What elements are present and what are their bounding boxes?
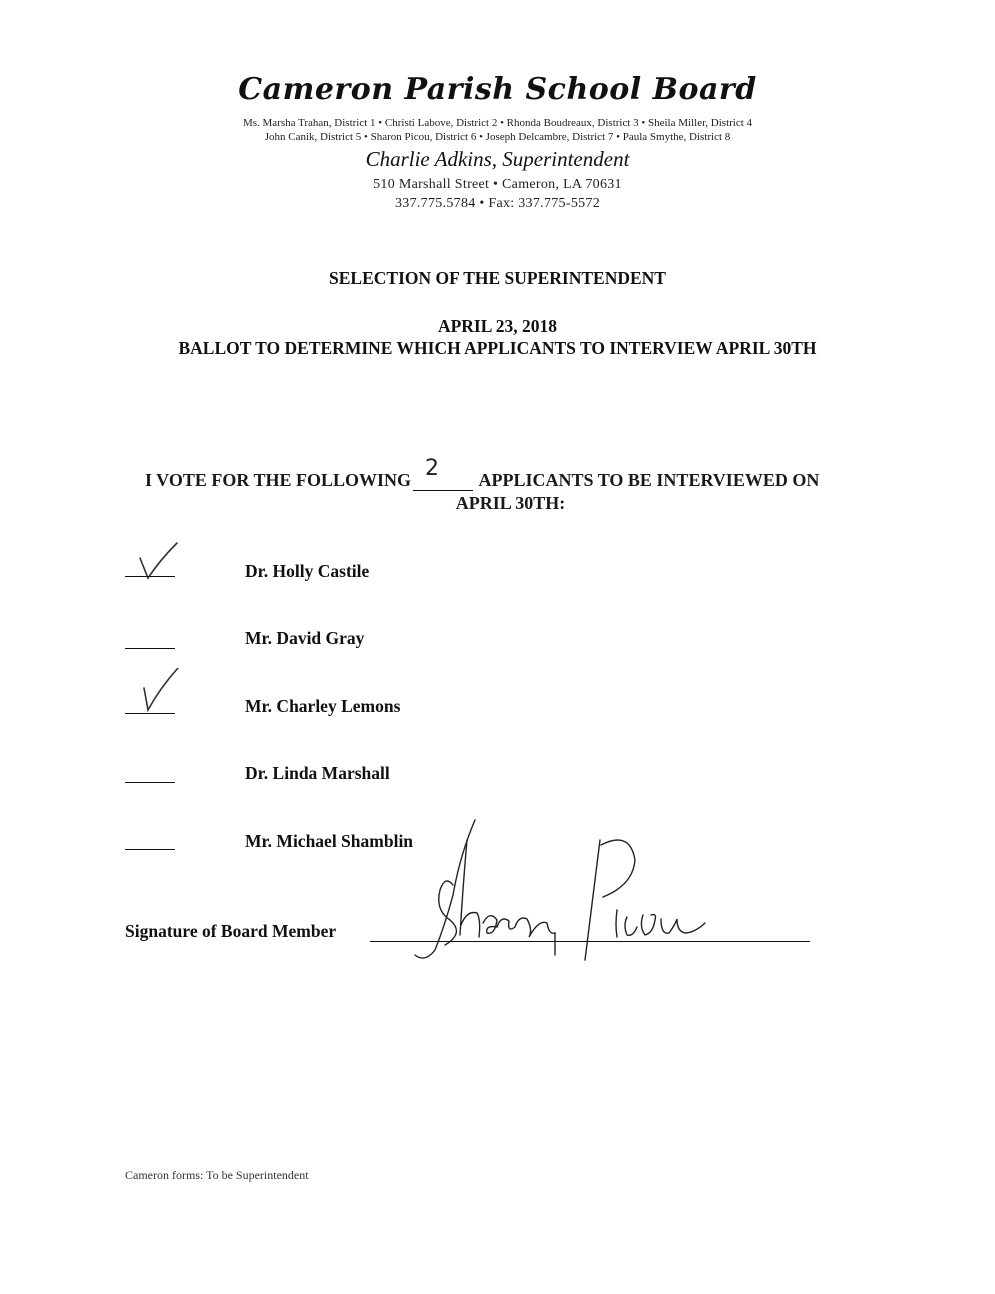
signature-label: Signature of Board Member xyxy=(125,921,337,941)
candidate-name: Mr. Michael Shamblin xyxy=(245,831,414,851)
checkmark-icon xyxy=(130,668,190,718)
candidate-check-line[interactable] xyxy=(125,576,175,577)
board-name: Cameron Parish School Board xyxy=(238,72,757,107)
candidate-check-line[interactable] xyxy=(125,782,175,783)
candidate-name: Dr. Holly Castile xyxy=(245,561,370,581)
handwritten-signature xyxy=(405,815,715,965)
candidate-name: Mr. Charley Lemons xyxy=(245,696,401,716)
candidate-check-line[interactable] xyxy=(125,713,175,714)
vote-count-field[interactable] xyxy=(413,456,473,491)
vote-date-text: APRIL 30TH: xyxy=(455,493,566,513)
vote-suffix: APPLICANTS TO BE INTERVIEWED ON xyxy=(478,470,820,490)
candidate-name: Dr. Linda Marshall xyxy=(245,763,390,783)
ballot-date: APRIL 23, 2018 xyxy=(437,316,558,336)
board-members-line-2: John Canik, District 5 • Sharon Picou, District 6 • Joseph Delcambre, District 7 • Paula Smythe, District 8 xyxy=(264,131,731,143)
vote-instruction xyxy=(145,456,820,491)
vote-count-handwritten: 2 xyxy=(425,456,440,481)
candidate-check-line[interactable] xyxy=(125,849,175,850)
superintendent-name: Charlie Adkins, Superintendent xyxy=(365,147,630,171)
candidate-name: Mr. David Gray xyxy=(245,628,365,648)
vote-prefix: I VOTE FOR THE FOLLOWING xyxy=(145,470,412,490)
board-members-line-1: Ms. Marsha Trahan, District 1 • Christi Labove, District 2 • Rhonda Boudreaux, District 3 • Sheila Miller, District 4 xyxy=(242,117,753,129)
ballot-heading: BALLOT TO DETERMINE WHICH APPLICANTS TO INTERVIEW APRIL 30TH xyxy=(178,338,817,358)
document-title: SELECTION OF THE SUPERINTENDENT xyxy=(329,268,666,288)
footer-note: Cameron forms: To be Superintendent xyxy=(125,1168,309,1182)
address: 510 Marshall Street • Cameron, LA 70631 xyxy=(373,177,622,192)
phone-fax: 337.775.5784 • Fax: 337.775-5572 xyxy=(394,196,601,211)
checkmark-icon xyxy=(130,540,190,590)
vote-instruction-line-2 xyxy=(0,493,995,514)
candidate-check-line[interactable] xyxy=(125,648,175,649)
